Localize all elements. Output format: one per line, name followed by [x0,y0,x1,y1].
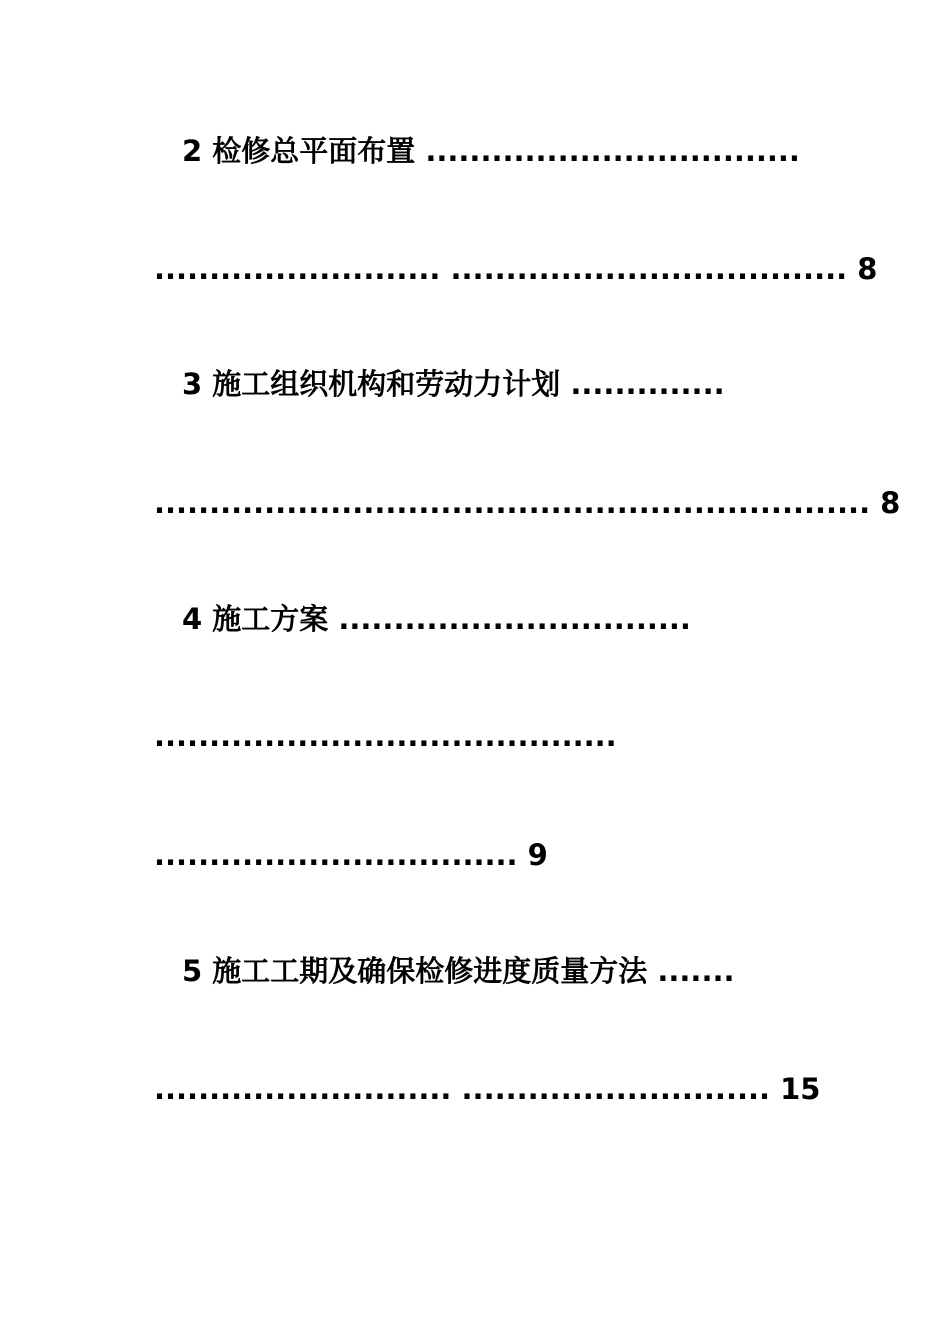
toc-entry-5-page-line[interactable]: ........................... ............................ 15 [154,1072,821,1106]
toc-entry-2-title-line[interactable]: 2 检修总平面布置 .................................. [182,134,800,168]
toc-entry-2-page-line[interactable]: .......................... .................................... 8 [154,252,878,286]
toc-entry-3-title-line[interactable]: 3 施工组织机构和劳动力计划 .............. [182,367,725,401]
toc-entry-5-title-line[interactable]: 5 施工工期及确保检修进度质量方法 ....... [182,954,735,988]
toc-entry-4-title-line[interactable]: 4 施工方案 ................................ [182,602,691,636]
toc-entry-4-page-line[interactable]: ................................. 9 [154,838,548,872]
toc-entry-3-page-line[interactable]: ................................................................. 8 [154,486,901,520]
toc-entry-4-continuation-line[interactable]: .......................................... [154,719,617,753]
